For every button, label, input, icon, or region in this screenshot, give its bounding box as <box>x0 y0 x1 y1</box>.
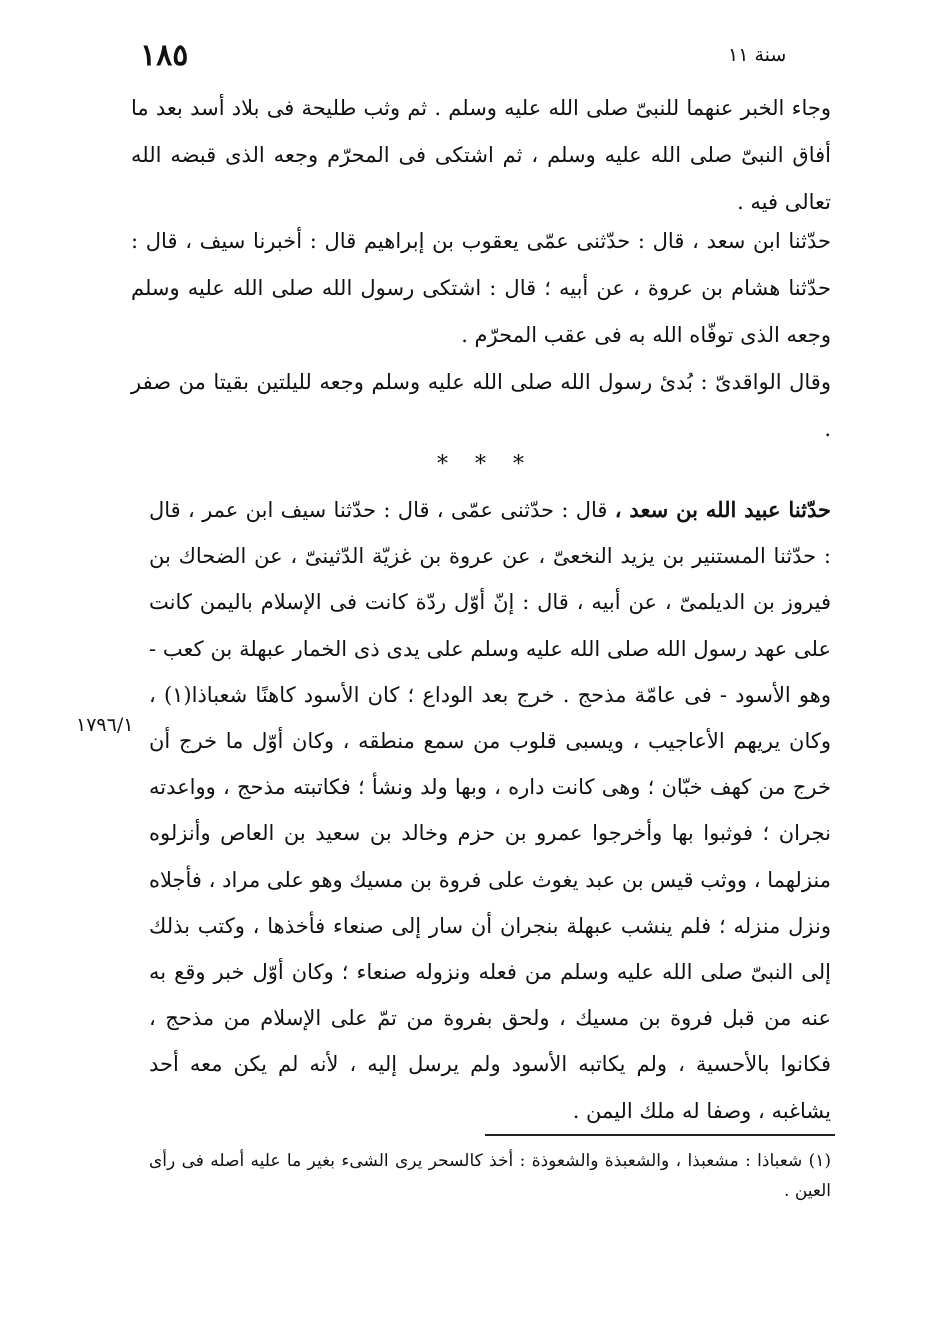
main-narration <box>149 487 831 1134</box>
paragraph-1 <box>131 85 831 226</box>
running-head-year: سنة ١١ <box>728 44 787 66</box>
main-narration-text <box>149 487 831 1134</box>
page-number: ١٨٥ <box>140 38 189 73</box>
narration-body: قال : حدّثنى عمّى ، قال : حدّثنا سيف ابن عمر ، قال : حدّثنا المستنير بن يزيد النخعىّ ، عن عروة بن غزيّة الدّثينىّ ، عن الضحاك بن فيروز بن الديلمىّ ، عن أبيه ، قال : إنّ أوّل ردّة كانت فى الإسلام باليمن كانت على عهد رسول الله صلى الله عليه وسلم على يدى ذى الخمار عبهلة بن كعب - وهو الأسود - فى عامّة مذحج . خرج بعد الوداع ؛ كان الأسود كاهنًا شعباذا(١) ، وكان يريهم الأعاجيب ، ويسبى قلوب من سمع منطقه ، وكان أوّل ما خرج أن خرج من كهف خبّان ؛ وهى كانت داره ، وبها ولد ونشأ ؛ فكاتبته مذحج ، وواعدته نجران ؛ فوثبوا بها وأخرجوا عمرو بن حزم وخالد بن سعيد بن العاص وأنزلوه منزلهما ، ووثب قيس بن عبد يغوث على فروة بن مسيك وهو على مراد ، فأجلاه ونزل منزله ؛ فلم ينشب عبهلة بنجران أن سار إلى صنعاء فأخذها ، وكتب بذلك إلى النبىّ صلى الله عليه وسلم من فعله ونزوله صنعاء ؛ وكان أوّل خبر وقع به عنه من قبل فروة بن مسيك ، ولحق بفروة من تمّ على الإسلام من مذحج ، فكانوا بالأحسية ، ولم يكاتبه الأسود ولم يرسل إليه ، لأنه لم يكن معه أحد يشاغبه ، وصفا له ملك اليمن . <box>149 498 832 1123</box>
paragraph-2-text: حدّثنا ابن سعد ، قال : حدّثنى عمّى يعقوب بن إبراهيم قال : أخبرنا سيف ، قال : حدّثنا هشام بن عروة ، عن أبيه ؛ قال : اشتكى رسول الله صلى الله عليه وسلم وجعه الذى توفّاه الله به فى عقب المحرّم . <box>131 229 831 347</box>
footnote <box>149 1146 831 1206</box>
paragraph-group-2 <box>131 218 831 453</box>
footnote-divider <box>485 1134 835 1136</box>
footnote-text: (١) شعباذا : مشعبذا ، والشعبذة والشعوذة : أخذ كالسحر يرى الشىء بغير ما عليه أصله فى رأى العين . <box>149 1151 831 1201</box>
paragraph-1-text: وجاء الخبر عنهما للنبىّ صلى الله عليه وسلم . ثم وثب طليحة فى بلاد أسد بعد ما أفاق النبىّ صلى الله عليه وسلم ، ثم اشتكى فى المحرّم وجعه الذى قبضه الله تعالى فيه . <box>131 96 831 214</box>
narration-lead: حدّثنا عبيد الله بن سعد ، <box>614 497 831 522</box>
section-separator: * * * <box>437 452 534 477</box>
margin-reference: ١٧٩٦/١ <box>76 714 134 736</box>
paragraph-3-text: وقال الواقدىّ : بُدئ رسول الله صلى الله عليه وسلم وجعه لليلتين بقيتا من صفر . <box>131 370 831 441</box>
